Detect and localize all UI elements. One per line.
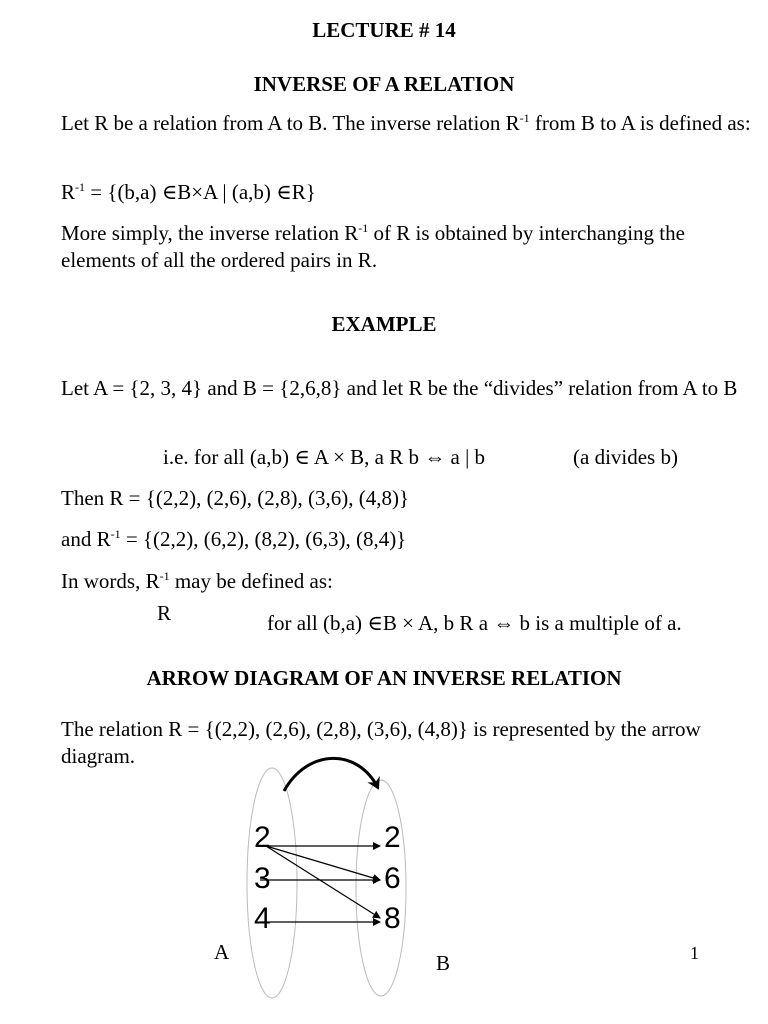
inverse-simply-a: More simply, the inverse relation R xyxy=(61,221,359,245)
set-b-element-2: 2 xyxy=(384,821,401,854)
example-words-sup: -1 xyxy=(159,569,170,583)
arrow-diagram xyxy=(200,750,440,1017)
example-ie: i.e. for all (a,b) ∈ A × B, a R b ⇔ a | b xyxy=(163,445,486,469)
arrow-diagram-svg xyxy=(200,750,440,1010)
definition-lhs: R xyxy=(61,180,76,204)
set-a-element-2: 2 xyxy=(254,821,271,854)
inverse-curved-arrow xyxy=(284,758,378,791)
set-b-element-8: 8 xyxy=(384,902,401,935)
section-heading-inverse: INVERSE OF A RELATION xyxy=(253,72,515,96)
arrow-diagram-text: The relation R = {(2,2), (2,6), (2,8), (3,6), (4,8)} is represented by the arrow diagram. xyxy=(61,717,701,768)
inverse-definition xyxy=(61,179,316,206)
example-forall: for all (b,a) ∈B × A, b R a ⇔ b is a multiple of a. xyxy=(267,611,682,635)
example-heading: EXAMPLE xyxy=(331,312,437,336)
inverse-simply-b: of R is obtained by interchanging the elements of all the ordered pairs in R. xyxy=(61,221,685,272)
page-number: 1 xyxy=(690,943,699,963)
definition-rhs: = {(b,a) ∈B×A | (a,b) ∈R} xyxy=(85,180,316,204)
example-ie-note: (a divides b) xyxy=(573,445,678,469)
arrow-2-to-6 xyxy=(266,846,380,880)
inverse-intro xyxy=(61,110,761,137)
inverse-intro-a: Let R be a relation from A to B. The inverse relation R xyxy=(61,111,520,135)
set-a-element-4: 4 xyxy=(254,902,271,935)
arrow-2-to-8 xyxy=(266,846,380,918)
example-words-b: may be defined as: xyxy=(169,569,333,593)
inverse-intro-b: from B to A is defined as: xyxy=(529,111,751,135)
example-inverse xyxy=(61,526,406,553)
example-r-label: R xyxy=(157,601,172,625)
example-inverse-b: = {(2,2), (6,2), (8,2), (6,3), (8,4)} xyxy=(120,527,407,551)
example-words xyxy=(61,568,333,595)
inverse-simply xyxy=(61,220,761,274)
lecture-title: LECTURE # 14 xyxy=(312,18,456,42)
set-b-element-6: 6 xyxy=(384,862,401,895)
example-then: Then R = {(2,2), (2,6), (2,8), (3,6), (4,8)} xyxy=(61,486,410,510)
example-let: Let A = {2, 3, 4} and B = {2,6,8} and let R be the “divides” relation from A to B xyxy=(61,376,738,400)
arrow-diagram-heading: ARROW DIAGRAM OF AN INVERSE RELATION xyxy=(146,666,622,690)
inverse-simply-sup: -1 xyxy=(358,221,369,235)
example-inverse-a: and R xyxy=(61,527,111,551)
inverse-intro-sup: -1 xyxy=(519,111,530,125)
example-inverse-sup: -1 xyxy=(110,527,121,541)
set-a-label: A xyxy=(214,940,230,964)
set-b-label: B xyxy=(436,951,451,975)
set-a-element-3: 3 xyxy=(254,862,271,895)
example-words-a: In words, R xyxy=(61,569,160,593)
definition-sup: -1 xyxy=(75,180,86,194)
